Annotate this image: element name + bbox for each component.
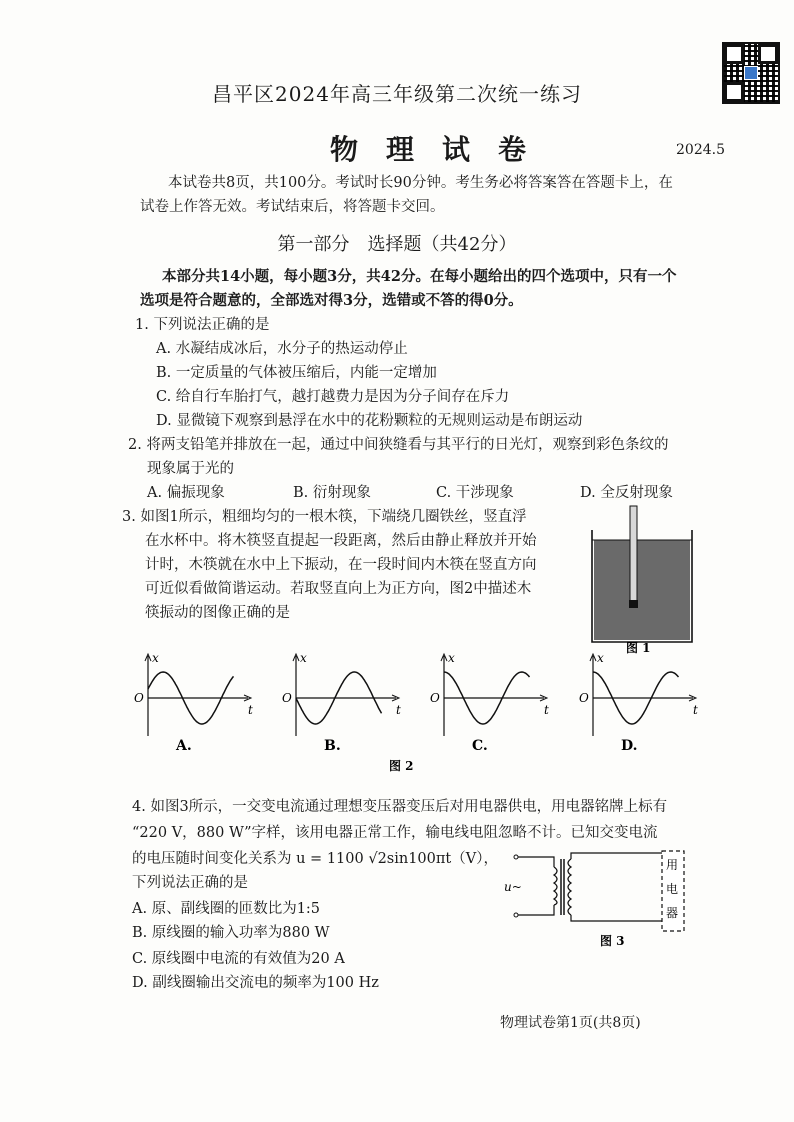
q3-line-5: 筷振动的图像正确的是 xyxy=(145,605,290,621)
q4-option-d: D. 副线圈输出交流电的频率为100 Hz xyxy=(132,975,379,991)
paper-title: 物理试卷 xyxy=(330,133,555,166)
q1-option-c: C. 给自行车胎打气，越打越费力是因为分子间存在斥力 xyxy=(156,389,510,405)
origin-label: O xyxy=(134,691,144,705)
q4-option-b: B. 原线圈的输入功率为880 W xyxy=(132,925,330,941)
origin-label: O xyxy=(579,691,589,705)
q2-option-b: B. 衍射现象 xyxy=(293,485,371,501)
terminal-top xyxy=(514,855,518,859)
q4-option-a: A. 原、副线圈的匝数比为1:5 xyxy=(132,901,321,917)
q4-line-3: 的电压随时间变化关系为 u = 1100 √2sin100πt（V）， xyxy=(132,851,498,867)
t-axis-label: t xyxy=(248,703,253,717)
figure-3-caption: 图 3 xyxy=(600,934,625,948)
t-axis-label: t xyxy=(396,703,401,717)
q1-stem: 1. 下列说法正确的是 xyxy=(135,317,270,333)
graph-c xyxy=(430,651,549,754)
paper-date: 2024.5 xyxy=(676,142,725,158)
x-axis-label: x xyxy=(300,651,307,665)
graph-b xyxy=(282,651,401,754)
q1-option-b: B. 一定质量的气体被压缩后，内能一定增加 xyxy=(156,365,437,381)
graph-option-label: A. xyxy=(176,738,192,754)
primary-coil xyxy=(554,867,557,905)
appliance-char-1: 用 xyxy=(666,858,679,872)
chopstick xyxy=(630,506,637,606)
graph-option-label: D. xyxy=(621,738,638,754)
appliance-char-2: 电 xyxy=(666,882,679,896)
q4-line-4: 下列说法正确的是 xyxy=(132,875,248,891)
q3-line-3: 计时，木筷就在水中上下振动，在一段时间内木筷在竖直方向 xyxy=(145,557,537,573)
appliance-char-3: 器 xyxy=(666,906,679,920)
intro-line-1: 本试卷共8页，共100分。考试时长90分钟。考生务必将答案答在答题卡上，在 xyxy=(168,175,673,191)
q1-option-d: D. 显微镜下观察到悬浮在水中的花粉颗粒的无规则运动是布朗运动 xyxy=(156,413,583,429)
q2-option-a: A. 偏振现象 xyxy=(147,485,225,501)
q2-option-d: D. 全反射现象 xyxy=(580,485,673,501)
origin-label: O xyxy=(282,691,292,705)
figure-2-caption: 图 2 xyxy=(389,759,414,773)
origin-label: O xyxy=(430,691,440,705)
source-label: u~ xyxy=(504,880,522,894)
page-footer: 物理试卷第1页(共8页) xyxy=(500,1015,641,1031)
secondary-wire-top xyxy=(571,853,662,859)
figure-1-caption: 图 1 xyxy=(626,641,651,655)
q2-stem-1: 2. 将两支铅笔并排放在一起，通过中间狭缝看与其平行的日光灯，观察到彩色条纹的 xyxy=(128,437,669,453)
secondary-coil xyxy=(568,859,571,915)
terminal-bottom xyxy=(514,913,518,917)
iron-wire xyxy=(629,600,638,608)
section-title: 第一部分 选择题（共42分） xyxy=(277,234,517,255)
x-axis-label: x xyxy=(448,651,455,665)
q3-line-2: 在水杯中。将木筷竖直提起一段距离，然后由静止释放并开始 xyxy=(145,533,537,549)
q2-option-c: C. 干涉现象 xyxy=(436,485,514,501)
primary-wire-bottom xyxy=(518,905,554,915)
q4-line-1: 4. 如图3所示，一交变电流通过理想变压器变压后对用电器供电，用电器铭牌上标有 xyxy=(132,799,668,815)
q4-option-c: C. 原线圈中电流的有效值为20 A xyxy=(132,951,345,967)
graph-a xyxy=(134,651,253,754)
primary-wire-top xyxy=(518,857,554,867)
exam-header-title: 昌平区2024年高三年级第二次统一练习 xyxy=(212,82,582,106)
figure-3-transformer xyxy=(500,845,700,955)
t-axis-label: t xyxy=(544,703,549,717)
graph-d xyxy=(579,651,698,754)
q2-stem-2: 现象属于光的 xyxy=(147,461,234,477)
section-instructions-1: 本部分共14小题，每小题3分，共42分。在每小题给出的四个选项中，只有一个 xyxy=(162,268,677,285)
t-axis-label: t xyxy=(693,703,698,717)
section-instructions-2: 选项是符合题意的，全部选对得3分，选错或不答的得0分。 xyxy=(140,292,523,309)
intro-line-2: 试卷上作答无效。考试结束后，将答题卡交回。 xyxy=(140,199,445,215)
x-axis-label: x xyxy=(152,651,159,665)
figure-2-graphs xyxy=(120,650,700,775)
q1-option-a: A. 水凝结成冰后，水分子的热运动停止 xyxy=(156,341,408,357)
q4-line-2: “220 V，880 W”字样，该用电器正常工作，输电线电阻忽略不计。已知交变电流 xyxy=(132,825,658,841)
graph-option-label: C. xyxy=(472,738,488,754)
secondary-wire-bottom xyxy=(571,915,662,921)
x-axis-label: x xyxy=(597,651,604,665)
q3-line-4: 可近似看做简谐运动。若取竖直向上为正方向，图2中描述木 xyxy=(145,581,532,597)
q3-line-1: 3. 如图1所示，粗细均匀的一根木筷，下端绕几圈铁丝，竖直浮 xyxy=(122,509,527,525)
water-fill xyxy=(594,540,690,640)
graph-option-label: B. xyxy=(324,738,341,754)
figure-1-beaker xyxy=(586,500,700,660)
